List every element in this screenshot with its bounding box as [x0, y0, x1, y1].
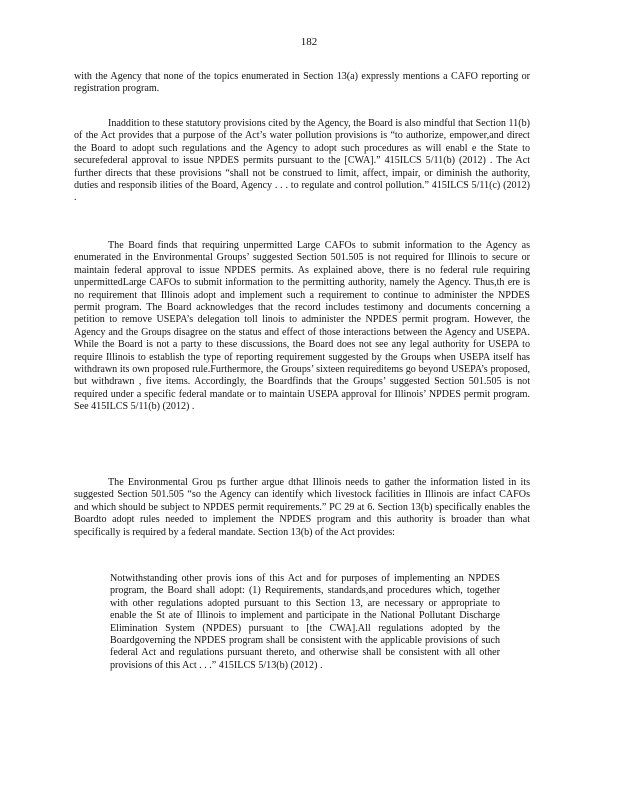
- paragraph-continuation: [74, 71, 530, 96]
- paragraph-statutory-provisions: [74, 118, 530, 205]
- page-number: 182: [300, 36, 318, 48]
- paragraph-text: The Environmental Grou ps further argue dthat Illinois needs to gather the information listed in its suggested Section 501.505 “so the Agency can identify which livestock facilities in Illinois are infact CAFOs and which should be subject to NPDES permit requirements.” PC 29 at 6. Section 13(b) specifically enables the Boardto adopt rules needed to implement the NPDES program and this authority is broader than what specifically is required by a federal mandate. Section 13(b) of the Act provides:: [74, 477, 530, 538]
- paragraph-text: Inaddition to these statutory provisions cited by the Agency, the Board is also mindful that Section 11(b) of the Act provides that a purpose of the Act’s water pollution provisions is “to authorize, empower,and direct the Board to adopt such regulations and the Agency to adopt such procedures as will enabl e the State to securefederal approval to issue NPDES permits pursuant to the [CWA].” 415ILCS 5/11(b) (2012) . The Act further directs that these provisions “shall not be construed to limit, affect, impair, or diminish the authority, duties and responsib ilities of the Board, Agency . . . to regulate and control pollution.” 415ILCS 5/11(c) (2012) .: [74, 118, 530, 204]
- block-quote-section-13b: [110, 573, 500, 672]
- block-quote-text: Notwithstanding other provis ions of this Act and for purposes of implementing an NPDES program, the Board shall adopt: (1) Requirements, standards,and procedures which, together with other regulations adopted pursuant to this Section 13, are necessary or appropriate to enable the St ate of Illinois to implement and participate in the National Pollutant Discharge Elimination System (NPDES) pursuant to [the CWA].All regulations adopted by the Boardgoverning the NPDES program shall be consistent with the applicable provisions of such federal Act and regulations pursuant thereto, and otherwise shall be consistent with all other provisions of this Act . . .” 415ILCS 5/13(b) (2012) .: [110, 573, 500, 671]
- paragraph-text: with the Agency that none of the topics enumerated in Section 13(a) expressly mentions a CAFO reporting or registration program.: [74, 71, 530, 95]
- paragraph-groups-argue: [74, 477, 530, 539]
- paragraph-text: The Board finds that requiring unpermitted Large CAFOs to submit information to the Agency as enumerated in the Environmental Groups’ suggested Section 501.505 is not required for Illinois to secure or maintain federal approval to issue NPDES permits. As explained above, there is no federal rule requiring unpermittedLarge CAFOs to submit information to the permitting authority, namely the Agency. Thus,th ere is no requirement that Illinois adopt and implement such a requirement to continue to administer the NPDES permit program. The Board acknowledges that the record includes testimony and documents concerning a petition to remove USEPA’s delegation toll linois to administer the NPDES permit program. However, the Agency and the Groups disagree on the status and effect of those interactions between the Agency and USEPA. While the Board is not a party to these discussions, the Board does not see any legal authority for USEPA to require Illinois to establish the type of reporting requirement suggested by the Groups when USEPA itself has withdrawn its own proposed rule.Furthermore, the Groups’ sixteen requireditems go beyond USEPA’s proposed, but withdrawn , five items. Accordingly, the Boardfinds that the Groups’ suggested Section 501.505 is not required under a specific federal mandate or to maintain USEPA approval for Illinois’ NPDES permit program. See 415ILCS 5/11(b) (2012) .: [74, 240, 530, 413]
- paragraph-board-finds: [74, 240, 530, 414]
